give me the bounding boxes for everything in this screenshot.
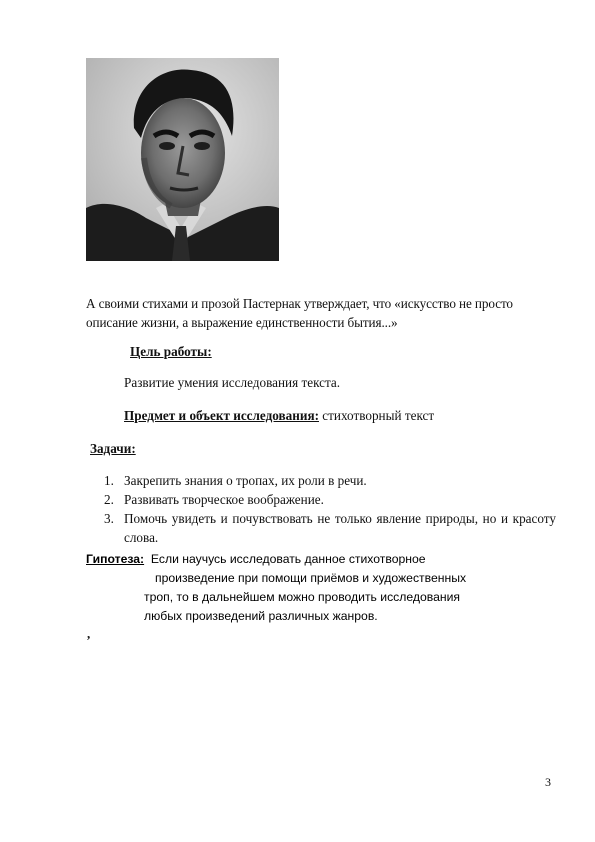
portrait-image	[86, 58, 279, 261]
goal-heading: Цель работы:	[130, 344, 212, 359]
task-item	[104, 471, 556, 490]
page-number: 3	[545, 775, 551, 789]
task-number: 3.	[104, 511, 114, 526]
hypothesis-block	[86, 550, 516, 626]
stray-mark: ,	[87, 626, 91, 641]
task-text: Закрепить знания о тропах, их роли в речи.	[124, 473, 367, 488]
hypothesis-label: Гипотеза:	[86, 552, 145, 566]
goal-text: Развитие умения исследования текста.	[124, 375, 341, 390]
subject-value: стихотворный текст	[318, 408, 435, 423]
task-number: 2.	[104, 492, 114, 507]
tasks-list	[104, 471, 556, 547]
hypothesis-line: троп, то в дальнейшем можно проводить исследования	[144, 590, 461, 604]
portrait-photo	[86, 58, 279, 261]
hypothesis-line: произведение при помощи приёмов и художественных	[155, 571, 467, 585]
task-number: 1.	[104, 473, 114, 488]
task-text: Помочь увидеть и почувствовать не только явление природы, но и красоту слова.	[124, 511, 556, 545]
hypothesis-line: любых произведений различных жанров.	[144, 609, 378, 623]
hypothesis-line	[86, 550, 516, 569]
task-text: Развивать творческое воображение.	[124, 492, 324, 507]
task-item	[104, 490, 556, 509]
intro-paragraph: А своими стихами и прозой Пастернак утверждает, что «искусство не просто описание жизни, а выражение единственности бытия...»	[86, 296, 513, 330]
subject-line	[124, 408, 434, 424]
task-item	[104, 509, 556, 547]
subject-label: Предмет и объект исследования:	[124, 408, 319, 423]
tasks-heading: Задачи:	[90, 441, 136, 456]
hypothesis-text: Если научусь исследовать данное стихотворное	[144, 552, 426, 566]
